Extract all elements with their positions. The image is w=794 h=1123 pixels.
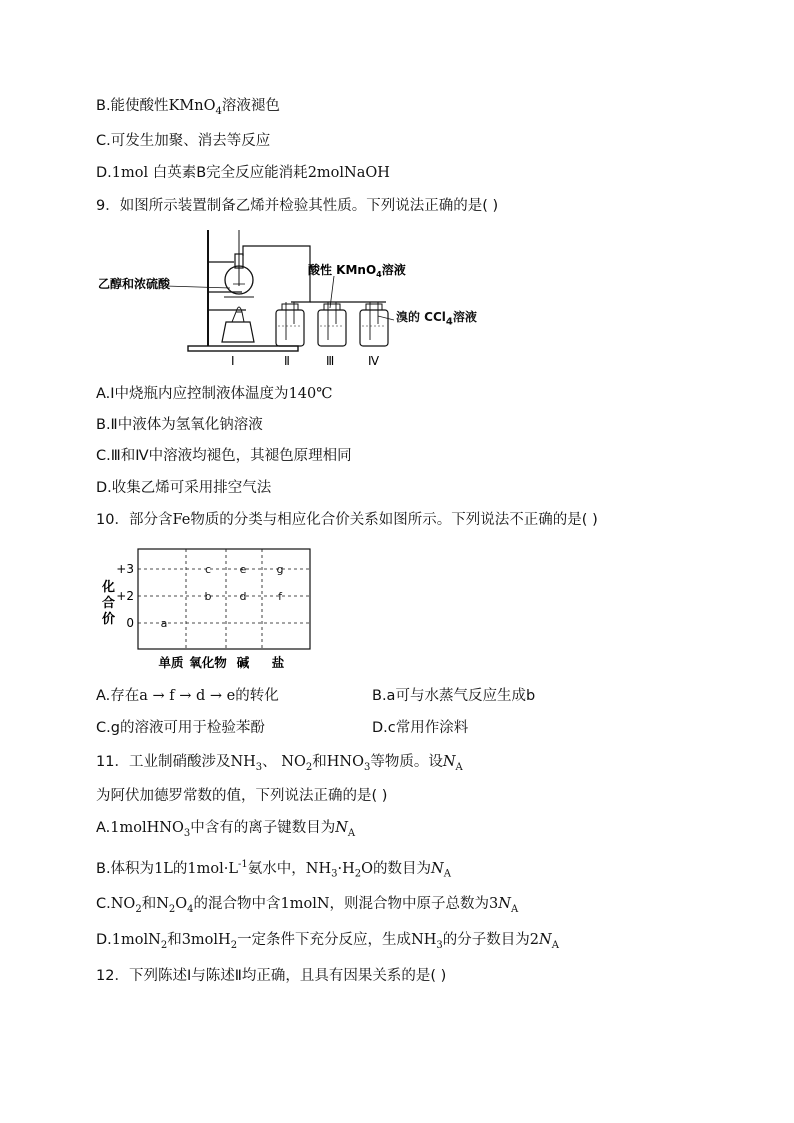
chart-point-b: b	[204, 590, 212, 603]
q11-option-c: $C.NO_2$和$N_2O_4$的混合物中含1molN，则混合物中原子总数为$3N_A$	[96, 896, 519, 915]
q12-stem: 12．下列陈述Ⅰ与陈述Ⅱ均正确，且具有因果关系的是( )	[96, 968, 447, 984]
roman-2: Ⅱ	[284, 354, 290, 368]
chart-point-d: d	[239, 590, 247, 603]
chart-ytick-label: 0	[126, 616, 134, 630]
roman-3: Ⅲ	[326, 354, 335, 368]
q11-option-b: B.体积为1L的$1mol\cdot L^{-1}$氨水中，$NH_3\cdot H_2O$的数目为$N_A$	[96, 859, 451, 880]
q11-stem-line1: 11．工业制硝酸涉及$NH_3$、 $NO_2$和$HNO_3$等物质。设$N_A$	[96, 754, 463, 773]
chart-ylabel-2: 合	[102, 596, 116, 611]
q9-option-b: B.Ⅱ中液体为氢氧化钠溶液	[96, 417, 263, 433]
q11-stem-line2: 为阿伏加德罗常数的值，下列说法正确的是( )	[96, 788, 388, 804]
q10-stem: 10．部分含Fe物质的分类与相应化合价关系如图所示。下列说法不正确的是( )	[96, 512, 598, 528]
chart-point-a: a	[160, 617, 168, 630]
chart-ytick-label: +3	[116, 562, 134, 576]
chart-point-f: f	[278, 590, 282, 603]
fe-valence-svg	[96, 543, 316, 673]
q11-option-a: A.1molHNO$_3$中含有的离子键数目为$N_A$	[96, 820, 356, 839]
q9-apparatus-figure	[96, 224, 426, 370]
q11-option-d: D.1molN$_2$和3molH$_2$一定条件下充分反应，生成$NH_3$的分子数目为$2N_A$	[96, 932, 559, 951]
chart-xcat-label: 盐	[271, 655, 285, 670]
chart-point-e: e	[239, 563, 247, 576]
q10-valence-chart	[96, 543, 316, 673]
q8-option-c: C.可发生加聚、消去等反应	[96, 133, 271, 149]
q9-option-c: C.Ⅲ和Ⅳ中溶液均褪色，其褪色原理相同	[96, 448, 352, 464]
q10-option-d: D.c常用作涂料	[372, 720, 469, 736]
chart-xcat-label: 单质	[158, 655, 184, 670]
br-ccl4-label: 溴的 CCl$_4$溶液	[396, 310, 477, 328]
q10-option-b: B.a可与水蒸气反应生成b	[372, 688, 536, 704]
chart-xcat-label: 碱	[236, 655, 250, 670]
q9-option-a: A.Ⅰ中烧瓶内应控制液体温度为140℃	[96, 386, 333, 402]
q8-option-d: D.1mol 白英素B完全反应能消耗2molNaOH	[96, 165, 390, 181]
q9-stem: 9．如图所示装置制备乙烯并检验其性质。下列说法正确的是( )	[96, 198, 499, 214]
chart-point-g: g	[276, 563, 284, 576]
chart-ylabel-3: 价	[102, 612, 116, 627]
q8-option-b: B.能使酸性KMnO$_4$溶液褪色	[96, 98, 280, 117]
roman-4: Ⅳ	[368, 354, 380, 368]
kmno4-label: 酸性 KMnO$_4$溶液	[308, 263, 406, 279]
q10-option-a: A.存在a → f → d → e的转化	[96, 688, 279, 704]
chart-ytick-label: +2	[116, 589, 134, 603]
chart-point-c: c	[204, 563, 212, 576]
reagent-label: 乙醇和浓硫酸	[98, 277, 171, 291]
roman-1: Ⅰ	[231, 354, 235, 368]
q9-option-d: D.收集乙烯可采用排空气法	[96, 480, 272, 496]
q10-option-c: C.g的溶液可用于检验苯酚	[96, 720, 265, 736]
chart-ylabel-1: 化	[102, 580, 116, 595]
chart-xcat-label: 氧化物	[189, 655, 227, 670]
